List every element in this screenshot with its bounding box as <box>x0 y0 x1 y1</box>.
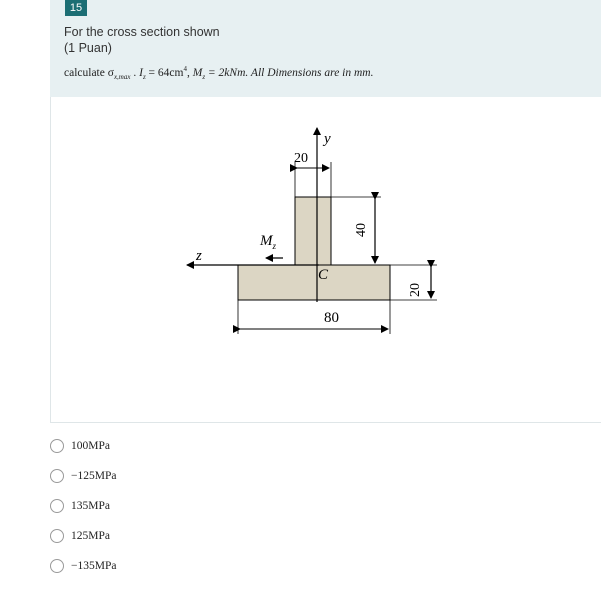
answer-option-5[interactable] <box>50 556 250 578</box>
dim-flange-label: 20 <box>408 283 423 297</box>
figure-panel <box>50 97 601 423</box>
option-label[interactable]: 125MPa <box>71 530 110 542</box>
label-c: C <box>318 267 329 283</box>
option-label[interactable]: 100MPa <box>71 440 110 452</box>
section-web <box>295 197 331 265</box>
question-number-badge: 15 <box>65 0 87 16</box>
label-y: y <box>324 131 331 147</box>
question-points: (1 Puan) <box>64 41 112 55</box>
dim-top-label: 20 <box>294 151 308 166</box>
radio-button[interactable] <box>50 469 64 483</box>
label-z: z <box>196 248 202 264</box>
label-mz: $M_z$ <box>260 233 277 251</box>
answer-option-2[interactable] <box>50 466 250 488</box>
question-title: For the cross section shown <box>64 25 220 39</box>
answer-option-4[interactable] <box>50 526 250 548</box>
radio-button[interactable] <box>50 499 64 513</box>
radio-button[interactable] <box>50 559 64 573</box>
radio-button[interactable] <box>50 439 64 453</box>
option-label[interactable]: −125MPa <box>71 470 117 482</box>
radio-button[interactable] <box>50 529 64 543</box>
question-header-panel <box>50 0 601 97</box>
dim-web-label: 40 <box>354 223 369 237</box>
dim-width-label: 80 <box>324 310 339 326</box>
answer-option-3[interactable] <box>50 496 250 518</box>
section-flange <box>238 265 390 300</box>
option-label[interactable]: 135MPa <box>71 500 110 512</box>
option-label[interactable]: −135MPa <box>71 560 117 572</box>
t-section-diagram <box>51 97 601 422</box>
question-formula: calculate $\sigma_{x,max}$ . $I_z = 64cm^4$, $M_z = 2kNm$. All Dimensions are in mm. <box>64 65 374 82</box>
answer-option-1[interactable] <box>50 436 250 458</box>
